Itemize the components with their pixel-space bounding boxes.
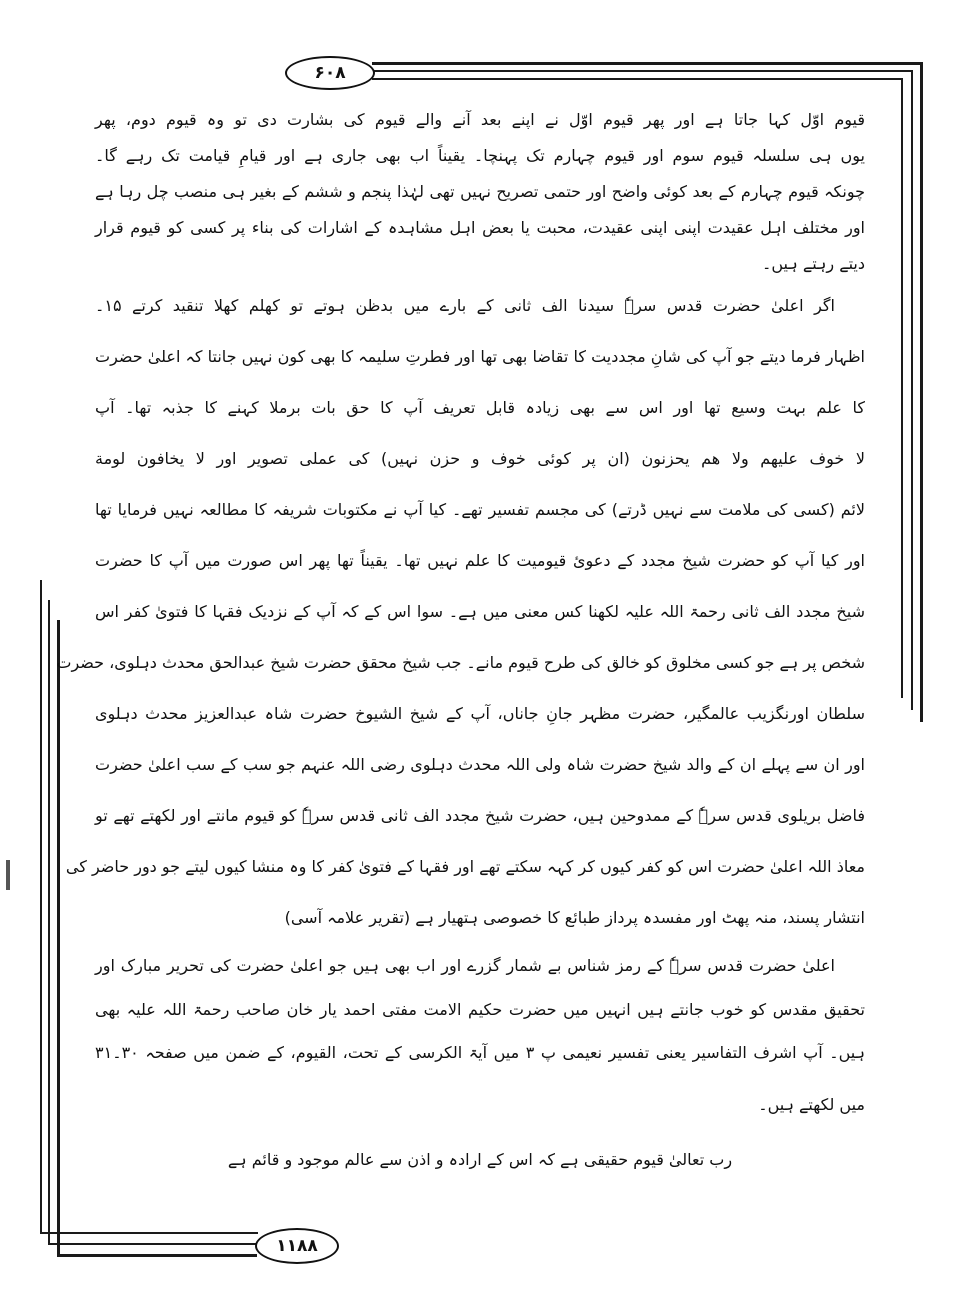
text-line: میں لکھتے ہیں۔: [758, 1095, 865, 1114]
frame-line-bottom-1: [40, 1232, 258, 1234]
text-line: سلطان اورنگزیب عالمگیر، حضرت مظہر جانِ جاناں، آپ کے شیخ الشیوخ حضرت شاہ عبدالعزیز محدث دہلوی: [95, 704, 865, 723]
frame-line-right-1: [920, 62, 923, 722]
text-line: تحقیق مقدس کو خوب جانتے ہیں انہیں میں حضرت حکیم الامت مفتی احمد یار خان صاحب رحمۃ اللہ علیہ بھی: [95, 1000, 865, 1019]
text-line: فاضل بریلوی قدس سرہٗ کے ممدوحین ہیں، حضرت شیخ مجدد الف ثانی قدس سرہٗ کو قیوم مانتے اور لکھتے تھے تو: [95, 806, 865, 825]
page-number-bottom: ۱۱۸۸: [255, 1228, 339, 1264]
text-line: شخص پر ہے جو کسی مخلوق کو خالق کی طرح قیوم مانے۔ جب شیخ محقق حضرت شیخ عبدالحق محدث دہلوی، حضرت: [56, 653, 865, 672]
frame-line-bottom-2: [48, 1243, 256, 1245]
frame-line-right-2: [911, 70, 913, 710]
frame-line-right-3: [901, 78, 903, 698]
text-line: معاذ اللہ اعلیٰ حضرت اس کو کفر کیوں کر کہہ سکتے تھے اور فقہا کے فتویٰ کفر کا وہ منشا کیوں لیتے جو دور حاضر کی: [65, 857, 865, 876]
text-line: انتشار پسند، منہ پھٹ اور مفسدہ پرداز طبائع کا خصوصی ہتھیار ہے (تقریر علامہ آسی): [284, 908, 865, 927]
text-line: یوں ہی سلسلہ قیوم سوم اور قیوم چہارم تک پہنچا۔ یقیناً اب بھی جاری ہے اور قیامِ قیامت تک رہے گا۔: [95, 146, 865, 165]
text-line: ہیں۔ آپ اشرف التفاسیر یعنی تفسیر نعیمی پ ۳ میں آیۃ الکرسی کے تحت، القیوم، کے ضمن میں صفحہ ۳۰۔۳۱: [95, 1043, 866, 1062]
frame-line-bottom-3: [57, 1254, 257, 1257]
frame-line-top-3: [372, 78, 902, 80]
text-line: اور کیا آپ کو حضرت شیخ مجدد کے دعوئ قیومیت کا علم نہیں تھا۔ یقیناً تھا پھر اس صورت میں آپ کا حضرت: [95, 551, 865, 570]
quote-heading: رب تعالیٰ قیوم حقیقی ہے کہ اس کے ارادہ و اذن سے عالم موجود و قائم ہے: [227, 1150, 733, 1169]
text-line: دیتے رہتے ہیں۔: [761, 254, 865, 273]
frame-line-left-1: [40, 580, 42, 1234]
frame-line-left-3: [57, 620, 60, 1257]
text-line: اگر اعلیٰ حضرت قدس سرہٗ سیدنا الف ثانی کے بارے میں بدظن ہوتے تو کھلم کھلا تنقید کرتے ۱۵۔: [95, 296, 835, 315]
scan-mark: [6, 860, 10, 890]
text-line: لائم (کسی کی ملامت سے نہیں ڈرتے) کی مجسم تفسیر تھے۔ کیا آپ نے مکتوبات شریفہ کا مطالعہ نہیں فرمایا تھا: [95, 500, 865, 519]
frame-line-left-2: [48, 600, 50, 1245]
text-line: اظہار فرما دیتے جو آپ کی شانِ مجددیت کا تقاضا بھی تھا اور فطرتِ سلیمہ کا بھی کون نہیں جانتا کہ اعلیٰ حضرت: [95, 347, 865, 366]
text-line: کا علم بہت وسیع تھا اور اس سے بھی زیادہ قابل تعریف آپ کا حق بات برملا کہنے کا جذبہ تھا۔ آپ: [95, 398, 865, 417]
text-line: اور ان سے پہلے ان کے والد شیخ حضرت شاہ ولی اللہ محدث دہلوی رضی اللہ عنہم جو سب کے سب اعلیٰ حضرت: [95, 755, 865, 774]
text-line: اعلیٰ حضرت قدس سرہٗ کے رمز شناس بے شمار گزرے اور اب بھی ہیں جو اعلیٰ حضرت کی تحریر مبارک اور: [95, 956, 835, 975]
text-line: قیوم اوّل کہا جاتا ہے اور پھر قیوم اوّل نے اپنے بعد آنے والے قیوم کی بشارت دی تو وہ قیوم دوم، پھر: [95, 110, 865, 129]
text-line: چونکہ قیوم چہارم کے بعد کوئی واضح اور حتمی تصریح نہیں تھی لہٰذا پنجم و ششم کے بغیر ہی منصب چل رہا ہے: [95, 182, 865, 201]
page-number-top: ۶۰۸: [285, 56, 375, 90]
frame-line-top-1: [372, 62, 922, 65]
text-line: اور مختلف اہل عقیدت اپنی اپنی عقیدت، محبت یا بعض اہل مشاہدہ کے اشارات کی بناء پر کسی کو قیوم قرار: [95, 218, 865, 237]
frame-line-top-2: [374, 70, 912, 72]
text-line: شیخ مجدد الف ثانی رحمۃ اللہ علیہ لکھنا کس معنی میں ہے۔ سوا اس کے کہ آپ کے نزدیک فقہا کا فتویٰ کفر اس: [95, 602, 865, 621]
text-line: لا خوف علیھم ولا ھم یحزنون (ان پر کوئی خوف و حزن نہیں) کی عملی تصویر اور لا یخافون لومة: [95, 449, 865, 468]
